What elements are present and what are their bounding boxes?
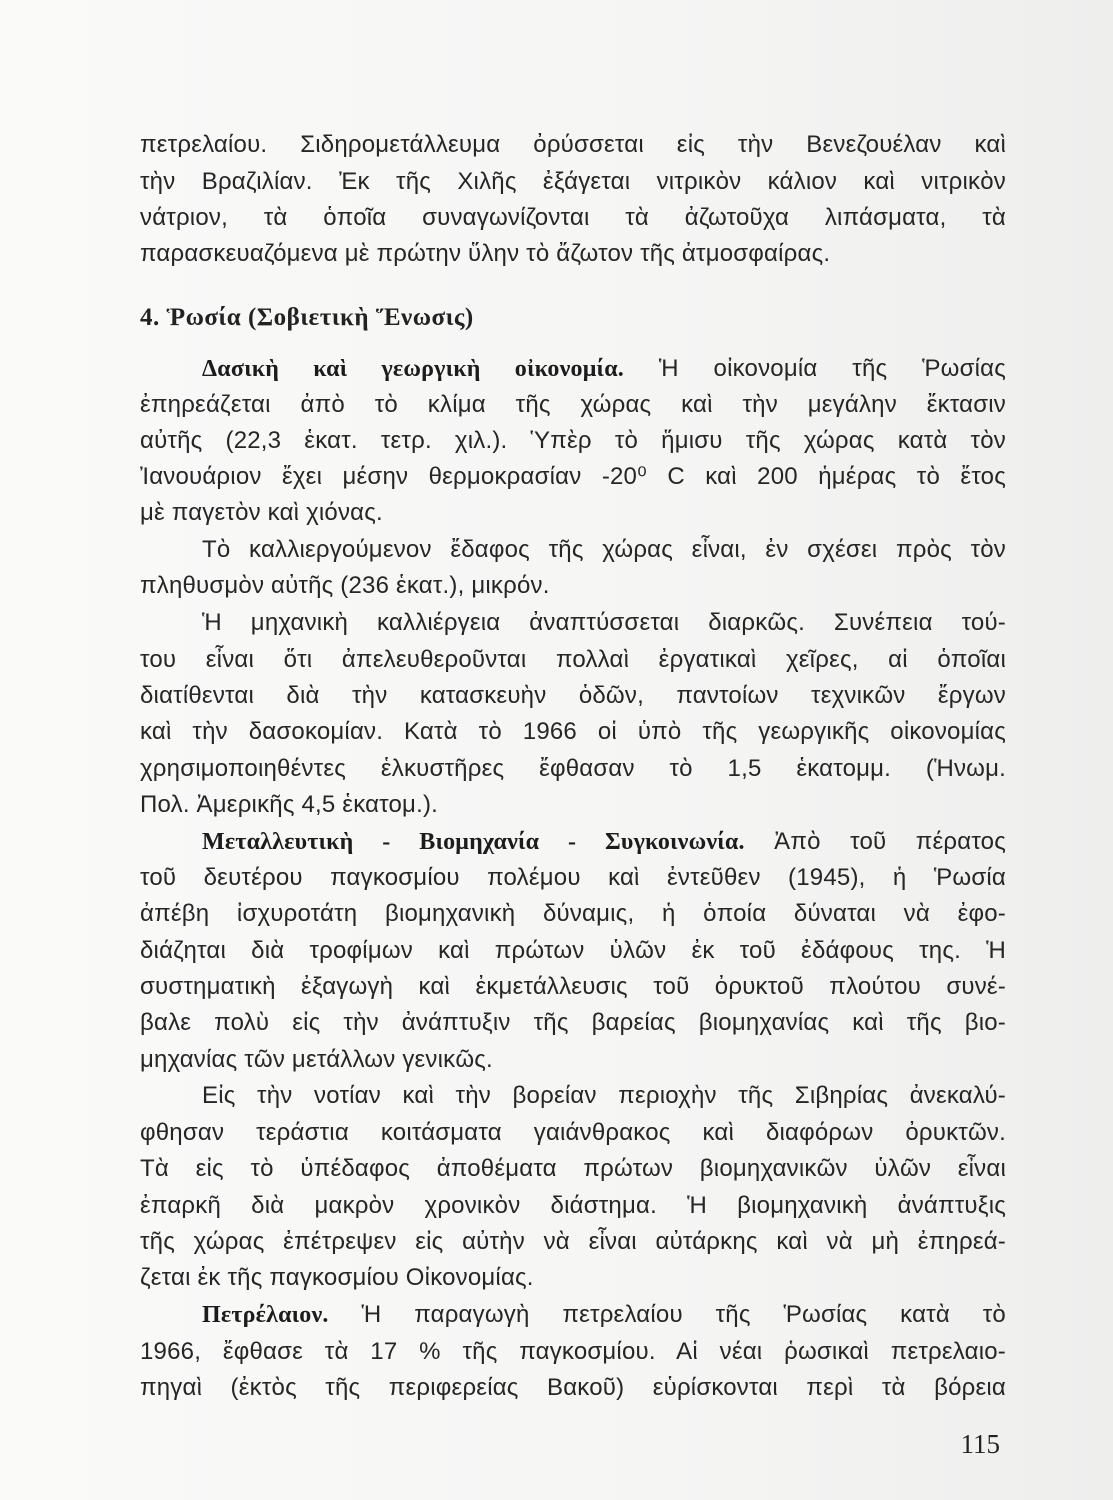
- text-line: [202, 351, 1006, 387]
- line-text: αὐτῆς (22,3 ἑκατ. τετρ. χιλ.). Ὑπὲρ τὸ ἥμισυ τῆς χώρας κατὰ τὸν: [140, 427, 1006, 454]
- text-line: [140, 751, 1006, 787]
- text-line: [140, 1151, 1006, 1187]
- line-text: διάζηται διὰ τροφίμων καὶ πρώτων ὑλῶν ἐκ τοῦ ἐδάφους της. Ἡ: [140, 937, 1006, 964]
- paragraph-lead-in: Μεταλλευτικὴ - Βιομηχανία - Συγκοινωνία.: [202, 829, 745, 855]
- line-text: ἐπηρεάζεται ἀπὸ τὸ κλίμα τῆς χώρας καὶ τὴν μεγάλην ἔκτασιν: [140, 391, 1006, 418]
- line-text: πηγαὶ (ἐκτὸς τῆς περιφερείας Βακοῦ) εὑρίσκονται περὶ τὰ βόρεια: [140, 1374, 1006, 1401]
- line-text: ἐπαρκῆ διὰ μακρὸν χρονικὸν διάστημα. Ἡ βιομηχανικὴ ἀνάπτυξις: [140, 1192, 1006, 1219]
- line-text: Ἡ μηχανικὴ καλλιέργεια ἀναπτύσσεται διαρκῶς. Συνέπεια τού-: [202, 609, 1006, 636]
- line-text: μὲ παγετὸν καὶ χιόνας.: [140, 499, 383, 526]
- line-text: πληθυσμὸν αὐτῆς (236 ἑκατ.), μικρόν.: [140, 572, 550, 599]
- line-text: του εἶναι ὅτι ἀπελευθεροῦνται πολλαὶ ἐργατικαὶ χεῖρες, αἱ ὁποῖαι: [140, 646, 1006, 673]
- text-line: [140, 459, 1006, 495]
- line-text: χρησιμοποιηθέντες ἑλκυστῆρες ἔφθασαν τὸ 1,5 ἑκατομμ. (Ἡνωμ.: [140, 755, 1006, 782]
- line-text: τοῦ δευτέρου παγκοσμίου πολέμου καὶ ἐντεῦθεν (1945), ἡ Ῥωσία: [140, 864, 1006, 891]
- paragraph-lead-in: Δασικὴ καὶ γεωργικὴ οἰκονομία.: [202, 356, 624, 382]
- line-text: ζεται ἐκ τῆς παγκοσμίου Οἰκονομίας.: [140, 1264, 534, 1291]
- line-text: Τὸ καλλιεργούμενον ἔδαφος τῆς χώρας εἶναι, ἐν σχέσει πρὸς τὸν: [202, 536, 1006, 563]
- text-line: [140, 387, 1006, 423]
- text-line: [140, 642, 1006, 678]
- text-line: [140, 1334, 1006, 1370]
- text-line: [202, 605, 1006, 641]
- text-line: [140, 1115, 1006, 1151]
- text-line: [140, 1260, 1006, 1296]
- text-line: [140, 236, 1006, 272]
- line-text: παρασκευαζόμενα μὲ πρώτην ὕλην τὸ ἄζωτον τῆς ἀτμοσφαίρας.: [140, 240, 831, 267]
- line-text: νάτριον, τὰ ὁποῖα συναγωνίζονται τὰ ἀζωτοῦχα λιπάσματα, τὰ: [140, 204, 1006, 231]
- text-line: [140, 200, 1006, 236]
- line-text: τῆς χώρας ἐπέτρεψεν εἰς αὐτὴν νὰ εἶναι αὐτάρκης καὶ νὰ μὴ ἐπηρεά-: [140, 1228, 1006, 1255]
- text-line: [140, 1042, 1006, 1078]
- text-line: [140, 164, 1006, 200]
- line-text: ἀπέβη ἰσχυροτάτη βιομηχανικὴ δύναμις, ἡ ὁποία δύναται νὰ ἐφο-: [140, 900, 1006, 927]
- text-line: [202, 532, 1006, 568]
- line-text: φθησαν τεράστια κοιτάσματα γαιάνθρακος καὶ διαφόρων ὀρυκτῶν.: [140, 1119, 1006, 1146]
- paragraph-lead-in: Πετρέλαιον.: [202, 1302, 329, 1328]
- text-line: [140, 1188, 1006, 1224]
- line-text: συστηματικὴ ἐξαγωγὴ καὶ ἐκμετάλλευσις τοῦ ὀρυκτοῦ πλούτου συνέ-: [140, 973, 1006, 1000]
- text-line: [140, 127, 1006, 163]
- line-text: Ἡ παραγωγὴ πετρελαίου τῆς Ῥωσίας κατὰ τὸ: [328, 1301, 1006, 1328]
- line-text: καὶ τὴν δασοκομίαν. Κατὰ τὸ 1966 οἱ ὑπὸ τῆς γεωργικῆς οἰκονομίας: [140, 718, 1006, 745]
- text-line: [140, 423, 1006, 459]
- text-line: [140, 1370, 1006, 1406]
- text-line: [140, 568, 1006, 604]
- line-text: βαλε πολὺ εἰς τὴν ἀνάπτυξιν τῆς βαρείας βιομηχανίας καὶ τῆς βιο-: [140, 1009, 1006, 1036]
- text-line: [140, 933, 1006, 969]
- text-line: [202, 824, 1006, 860]
- line-text: Εἰς τὴν νοτίαν καὶ τὴν βορείαν περιοχὴν τῆς Σιβηρίας ἀνεκαλύ-: [202, 1082, 1006, 1109]
- line-text: πετρελαίου. Σιδηρομετάλλευμα ὀρύσσεται εἰς τὴν Βενεζουέλαν καὶ: [140, 131, 1006, 158]
- text-line: [140, 1005, 1006, 1041]
- line-text: Ἰανουάριον ἔχει μέσην θερμοκρασίαν -20⁰ C καὶ 200 ἡμέρας τὸ ἔτος: [140, 463, 1006, 490]
- line-text: τὴν Βραζιλίαν. Ἐκ τῆς Χιλῆς ἐξάγεται νιτρικὸν κάλιον καὶ νιτρικὸν: [140, 168, 1006, 195]
- text-line: [140, 787, 1006, 823]
- text-line: [140, 495, 1006, 531]
- line-text: διατίθενται διὰ τὴν κατασκευὴν ὁδῶν, παντοίων τεχνικῶν ἔργων: [140, 682, 1006, 709]
- text-line: [140, 1224, 1006, 1260]
- text-line: [140, 969, 1006, 1005]
- text-line: [140, 714, 1006, 750]
- line-text: Ἡ οἰκονομία τῆς Ῥωσίας: [624, 355, 1007, 382]
- section-heading: 4. Ῥωσία (Σοβιετικὴ Ἕνωσις): [140, 304, 474, 331]
- text-line: [202, 1078, 1006, 1114]
- line-text: 1966, ἔφθασε τὰ 17 % τῆς παγκοσμίου. Αἱ νέαι ῥωσικαὶ πετρελαιο-: [140, 1338, 1006, 1365]
- line-text: μηχανίας τῶν μετάλλων γενικῶς.: [140, 1046, 493, 1073]
- text-line: [140, 896, 1006, 932]
- page-number: 115: [960, 1429, 1000, 1459]
- line-text: Πολ. Ἀμερικῆς 4,5 ἑκατομ.).: [140, 791, 439, 818]
- line-text: Τὰ εἰς τὸ ὑπέδαφος ἀποθέματα πρώτων βιομηχανικῶν ὑλῶν εἶναι: [140, 1155, 1006, 1182]
- line-text: Ἀπὸ τοῦ πέρατος: [744, 828, 1006, 855]
- text-line: [140, 678, 1006, 714]
- text-line: [140, 860, 1006, 896]
- text-line: [202, 1297, 1006, 1333]
